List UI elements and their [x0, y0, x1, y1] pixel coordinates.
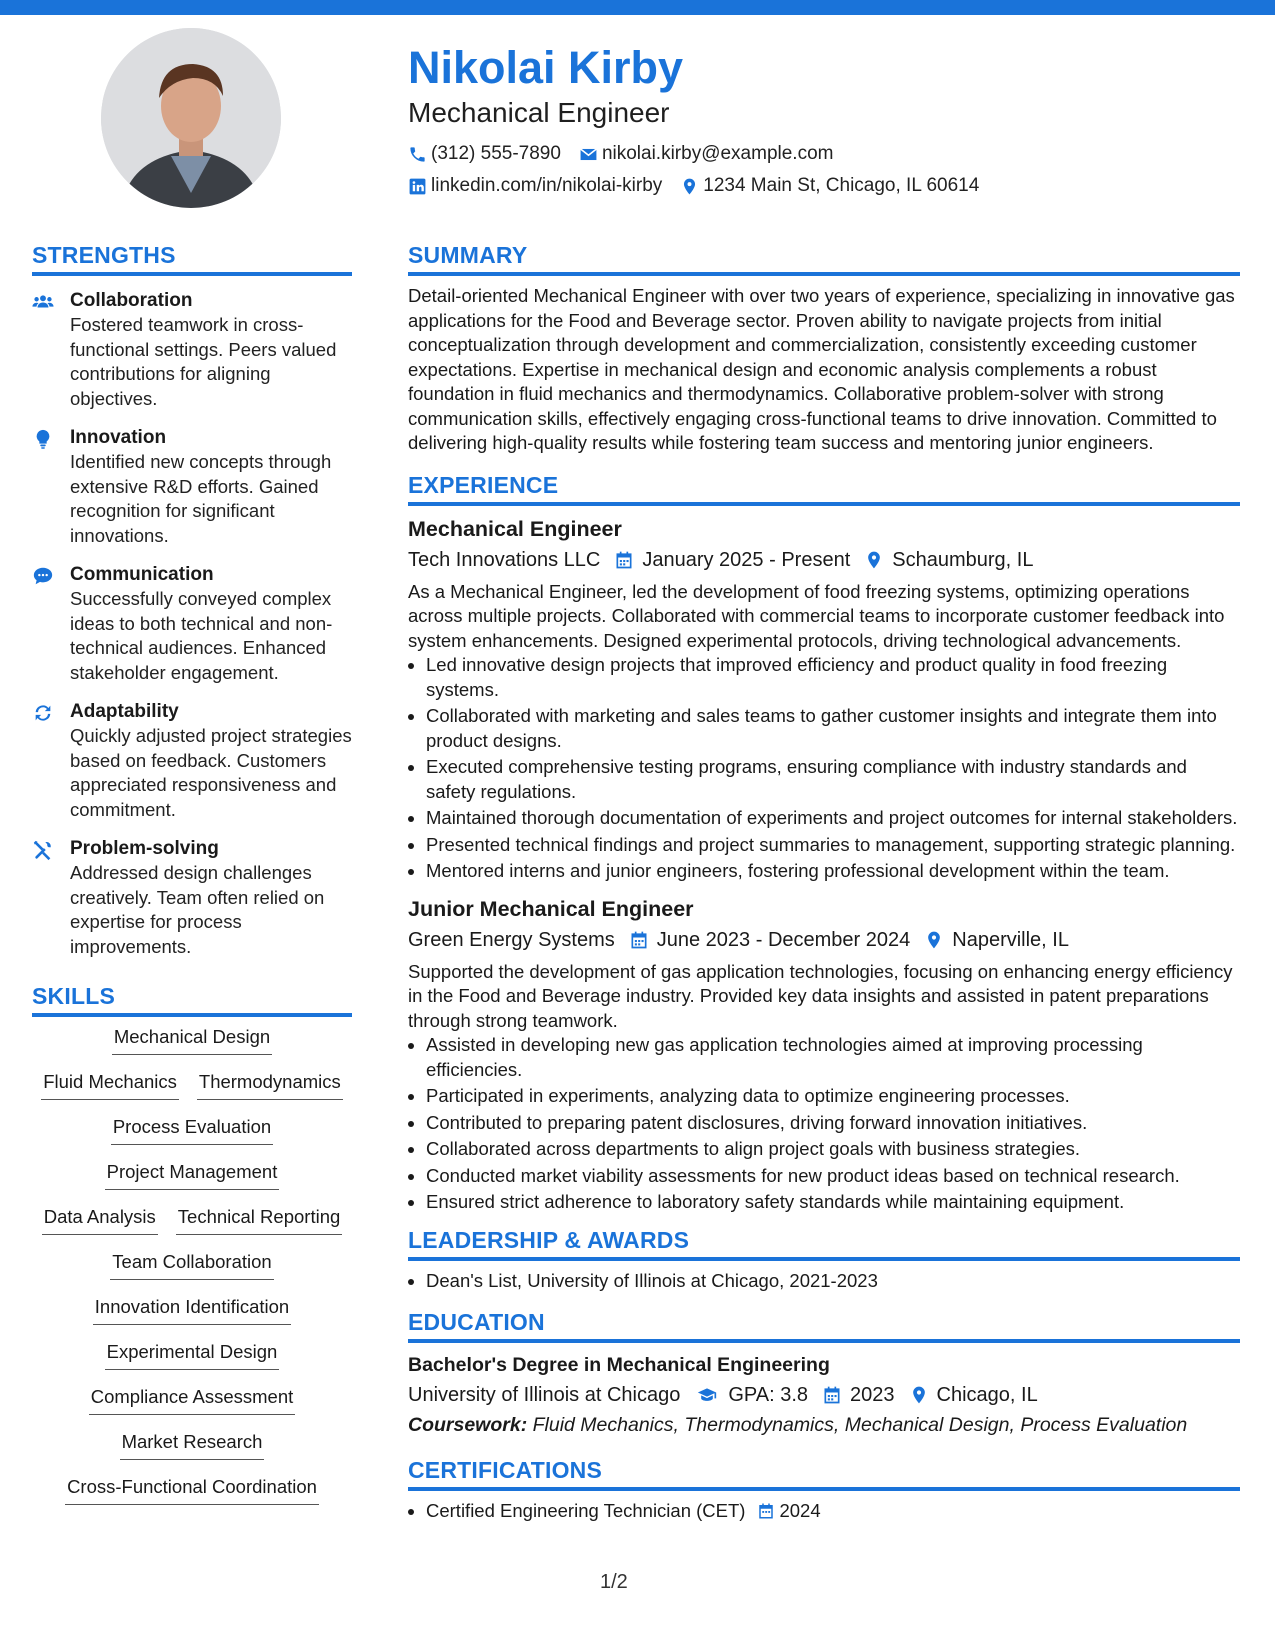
job-title: Junior Mechanical Engineer — [408, 896, 694, 921]
envelope-icon — [579, 145, 598, 164]
list-item: • Dean's List, University of Illinois at Chicago, 2021-2023 — [426, 1269, 1240, 1294]
skill-tag: Process Evaluation — [111, 1115, 273, 1145]
list-item: • Conducted market viability assessments for new product ideas based on technical research. — [426, 1164, 1240, 1189]
contact-row-1 — [408, 138, 1238, 170]
calendar-icon — [757, 1502, 775, 1520]
skill-tag: Cross-Functional Coordination — [65, 1475, 319, 1505]
linkedin-text: linkedin.com/in/nikolai-kirby — [431, 175, 663, 196]
strength-title: Problem-solving — [70, 838, 219, 859]
leadership-heading: LEADERSHIP & AWARDS — [408, 1225, 1240, 1261]
job-company: Green Energy Systems — [408, 928, 615, 951]
phone-text: (312) 555-7890 — [431, 143, 561, 164]
email-text: nikolai.kirby@example.com — [601, 143, 834, 164]
school-name: University of Illinois at Chicago — [408, 1384, 681, 1406]
tools-icon — [32, 839, 54, 861]
job-meta — [408, 544, 1240, 576]
job-company: Tech Innovations LLC — [408, 548, 601, 571]
job-meta — [408, 924, 1240, 956]
candidate-title: Mechanical Engineer — [408, 97, 670, 128]
list-item: • Mentored interns and junior engineers, fostering professional development within the team. — [426, 859, 1240, 884]
strength-item — [32, 425, 352, 548]
location-pin-icon — [909, 1385, 929, 1405]
skill-tag: Market Research — [120, 1430, 265, 1460]
coursework-label: Coursework: — [408, 1414, 528, 1436]
experience-heading: EXPERIENCE — [408, 470, 1240, 506]
skill-tag: Fluid Mechanics — [41, 1070, 179, 1100]
job-entry — [408, 514, 1240, 884]
job-description: Supported the development of gas application technologies, focusing on enhancing energy efficiency in the Food and Beverage industry. Provided key data insights and assisted in patent preparations through strong teamwork. — [408, 960, 1233, 1031]
graduation-year: 2023 — [850, 1384, 895, 1406]
location-pin-icon — [680, 177, 699, 196]
leadership-list — [408, 1269, 1240, 1294]
address-text: 1234 Main St, Chicago, IL 60614 — [703, 175, 980, 196]
skill-tag: Project Management — [105, 1160, 280, 1190]
strength-title: Innovation — [70, 427, 167, 448]
strength-desc: Addressed design challenges creatively. Team often relied on expertise for process improvements. — [70, 862, 325, 957]
chat-icon — [32, 565, 54, 587]
degree-title: Bachelor's Degree in Mechanical Engineering — [408, 1354, 830, 1376]
list-item: • Ensured strict adherence to laboratory safety standards while maintaining equipment. — [426, 1190, 1240, 1215]
list-item: • Presented technical findings and project summaries to management, supporting strategic planning. — [426, 833, 1240, 858]
left-column — [32, 240, 352, 1520]
job-title: Mechanical Engineer — [408, 516, 622, 541]
calendar-icon — [822, 1385, 842, 1405]
top-accent-bar — [0, 0, 1275, 15]
phone-icon — [408, 145, 427, 164]
strength-desc: Successfully conveyed complex ideas to both technical and non-technical audiences. Enhanced stakeholder engagement. — [70, 588, 333, 683]
gpa-text: GPA: 3.8 — [728, 1384, 809, 1406]
strengths-heading: STRENGTHS — [32, 240, 352, 276]
list-item: • Executed comprehensive testing programs, ensuring compliance with industry standards and safety regulations. — [426, 755, 1240, 804]
strength-desc: Quickly adjusted project strategies based on feedback. Customers appreciated responsiveness and commitment. — [70, 725, 352, 820]
job-location: Naperville, IL — [952, 928, 1069, 951]
coursework — [408, 1411, 1240, 1439]
summary-heading: SUMMARY — [408, 240, 1240, 276]
strength-title: Collaboration — [70, 290, 193, 311]
list-item: • Contributed to preparing patent disclosures, driving forward innovation initiatives. — [426, 1111, 1240, 1136]
calendar-icon — [629, 930, 649, 950]
strength-item — [32, 699, 352, 822]
skill-tag: Technical Reporting — [176, 1205, 342, 1235]
strength-desc: Identified new concepts through extensive R&D efforts. Gained recognition for significant innovations. — [70, 451, 332, 546]
graduation-cap-icon — [694, 1385, 720, 1405]
summary-text: Detail-oriented Mechanical Engineer with over two years of experience, specializing in innovative gas applications for the Food and Beverage sector. Proven ability to navigate projects from initial conceptualization through development and commercialization, consistently exceeding customer expectations. Expertise in mechanical design and economic analysis complements a robust foundation in fluid mechanics and thermodynamics. Collaborative problem-solver with strong communication skills, effectively engaging cross-functional teams to drive innovation. Committed to delivering high-quality results while fostering team success and mentoring junior engineers. — [408, 285, 1235, 453]
education-meta — [408, 1379, 1240, 1411]
cert-year: 2024 — [779, 1500, 821, 1521]
skill-tag: Mechanical Design — [112, 1025, 272, 1055]
email-contact[interactable] — [579, 138, 834, 170]
resume-header — [408, 40, 1238, 202]
profile-photo — [101, 28, 281, 208]
strength-desc: Fostered teamwork in cross-functional settings. Peers valued contributions for aligning objectives. — [70, 314, 337, 409]
list-item: • Collaborated across departments to align project goals with business strategies. — [426, 1137, 1240, 1162]
certifications-heading: CERTIFICATIONS — [408, 1455, 1240, 1491]
job-location: Schaumburg, IL — [892, 548, 1034, 571]
education-heading: EDUCATION — [408, 1307, 1240, 1343]
right-column — [408, 240, 1240, 1534]
strength-item — [32, 836, 352, 959]
refresh-icon — [32, 702, 54, 724]
list-item: • Participated in experiments, analyzing data to optimize engineering processes. — [426, 1084, 1240, 1109]
users-icon — [32, 291, 54, 313]
contact-row-2 — [408, 170, 1238, 202]
calendar-icon — [614, 550, 634, 570]
phone-contact[interactable] — [408, 138, 561, 170]
skill-tag: Team Collaboration — [110, 1250, 273, 1280]
skill-tag: Data Analysis — [42, 1205, 158, 1235]
list-item: • Collaborated with marketing and sales teams to gather customer insights and integrate them into product designs. — [426, 704, 1240, 753]
linkedin-contact[interactable] — [408, 170, 662, 202]
skill-tag: Compliance Assessment — [89, 1385, 296, 1415]
skill-tag: Experimental Design — [105, 1340, 280, 1370]
skill-tag: Thermodynamics — [197, 1070, 343, 1100]
location-pin-icon — [864, 550, 884, 570]
page-number: 1/2 — [600, 1571, 628, 1593]
job-description: As a Mechanical Engineer, led the development of food freezing systems, optimizing operations across multiple projects. Collaborated with commercial teams to incorporate customer feedback into system enhancements. Designed experimental protocols, driving technological advancements. — [408, 580, 1225, 651]
coursework-text: Fluid Mechanics, Thermodynamics, Mechanical Design, Process Evaluation — [532, 1414, 1188, 1436]
lightbulb-icon — [32, 428, 54, 450]
location-pin-icon — [924, 930, 944, 950]
skills-list — [32, 1025, 352, 1520]
address-contact — [680, 170, 979, 202]
list-item: • Assisted in developing new gas application technologies aimed at improving processing efficiencies. — [426, 1033, 1240, 1082]
job-bullets — [408, 1033, 1240, 1215]
strength-item — [32, 288, 352, 411]
school-location: Chicago, IL — [936, 1384, 1038, 1406]
job-dates: January 2025 - Present — [642, 548, 851, 571]
certifications-list — [408, 1499, 1240, 1524]
strength-item — [32, 562, 352, 685]
list-item — [426, 1499, 1240, 1524]
cert-name: • Certified Engineering Technician (CET) — [426, 1500, 746, 1521]
list-item: • Maintained thorough documentation of experiments and project outcomes for internal stakeholders. — [426, 806, 1240, 831]
strength-title: Communication — [70, 564, 214, 585]
job-bullets — [408, 653, 1240, 884]
candidate-name: Nikolai Kirby — [408, 42, 684, 93]
list-item: • Led innovative design projects that improved efficiency and product quality in food freezing systems. — [426, 653, 1240, 702]
job-entry — [408, 894, 1240, 1215]
job-dates: June 2023 - December 2024 — [656, 928, 911, 951]
skill-tag: Innovation Identification — [93, 1295, 291, 1325]
linkedin-icon — [408, 177, 427, 196]
strength-title: Adaptability — [70, 701, 179, 722]
skills-heading: SKILLS — [32, 981, 352, 1017]
